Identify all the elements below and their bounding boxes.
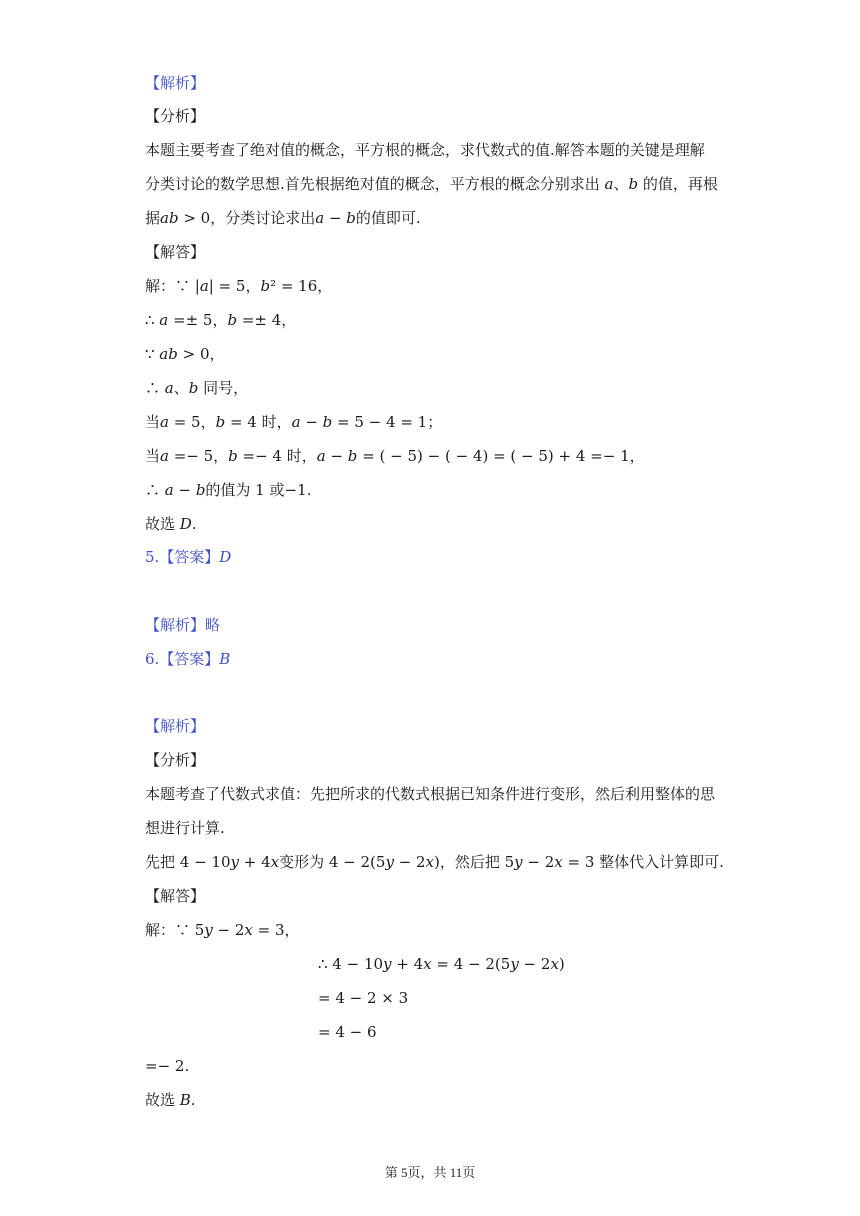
math-line: 故选 𝐵. [145, 1091, 196, 1109]
math-line: 故选 𝐷. [145, 515, 197, 533]
answer-6: 6.【答案】𝐵 [145, 650, 231, 668]
text-line: 先把 4 − 10𝑦 + 4𝑥变形为 4 − 2(5𝑦 − 2𝑥)，然后把 5𝑦 − 2𝑥 = 3 整体代入计算即可. [145, 853, 724, 871]
math-line: = 4 − 6 [318, 1023, 377, 1041]
section-heading-fenxi: 【分析】 [145, 107, 206, 125]
math-line: ∴ 𝑎 =± 5，𝑏 =± 4， [145, 311, 297, 329]
section-heading-jiexi: 【解析】略 [145, 616, 221, 634]
math-line: 当𝑎 =− 5，𝑏 =− 4 时，𝑎 − 𝑏 = ( − 5) − ( − 4) = ( − 5) + 4 =− 1， [145, 447, 645, 465]
answer-5: 5.【答案】𝐷 [145, 548, 232, 566]
math-line: ∴ 4 − 10𝑦 + 4𝑥 = 4 − 2(5𝑦 − 2𝑥) [318, 955, 565, 973]
math-line: 解：∵ |𝑎| = 5，𝑏² = 16， [145, 277, 333, 295]
section-heading-jiexi: 【解析】 [145, 74, 206, 92]
math-line: ∵ 𝑎𝑏 > 0， [145, 345, 225, 363]
section-heading-jiexi: 【解析】 [145, 717, 206, 735]
section-heading-fenxi: 【分析】 [145, 751, 206, 769]
math-line: 当𝑎 = 5，𝑏 = 4 时，𝑎 − 𝑏 = 5 − 4 = 1； [145, 413, 443, 431]
text-line: 想进行计算. [145, 819, 225, 837]
text-line: 本题主要考查了绝对值的概念，平方根的概念，求代数式的值.解答本题的关键是理解 [145, 141, 705, 159]
math-line: = 4 − 2 × 3 [318, 989, 409, 1007]
text-line: 分类讨论的数学思想.首先根据绝对值的概念，平方根的概念分别求出 𝑎、𝑏 的值，再根 [145, 175, 718, 193]
math-line: ∴ 𝑎 − 𝑏的值为 1 或−1. [145, 481, 312, 499]
text-line: 本题考查了代数式求值：先把所求的代数式根据已知条件进行变形，然后利用整体的思 [145, 785, 716, 803]
page-footer: 第 5页，共 11页 [384, 1165, 476, 1180]
math-line: 解：∵ 5𝑦 − 2𝑥 = 3， [145, 921, 300, 939]
math-line: =− 2. [145, 1057, 190, 1075]
text-line: 据𝑎𝑏 > 0，分类讨论求出𝑎 − 𝑏的值即可. [145, 209, 421, 227]
math-line: ∴ 𝑎、𝑏 同号， [145, 379, 249, 397]
section-heading-jieda: 【解答】 [145, 243, 206, 261]
section-heading-jieda: 【解答】 [145, 887, 206, 905]
